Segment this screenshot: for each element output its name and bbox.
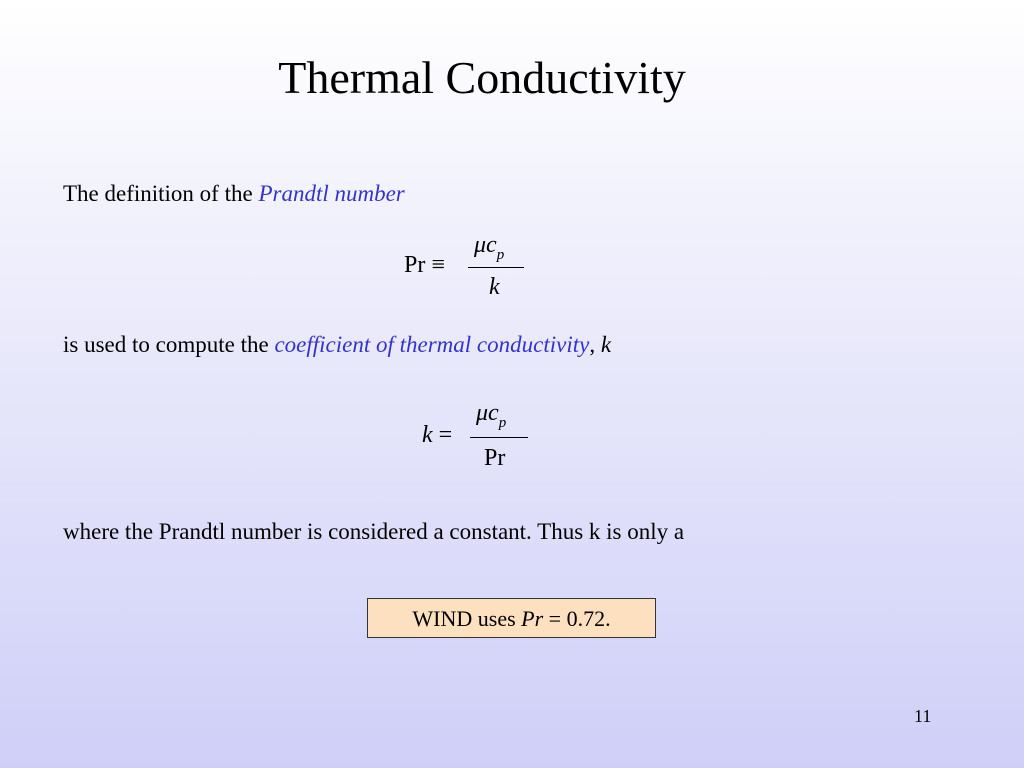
c-symbol: c — [488, 400, 499, 426]
callout-variable: Pr — [521, 606, 544, 631]
prandtl-number-term: Prandtl number — [258, 181, 405, 206]
equals-sign: = — [438, 422, 453, 448]
fraction-denominator: Pr — [484, 445, 506, 471]
fraction — [470, 400, 528, 476]
paragraph-prandtl-definition — [63, 179, 405, 209]
subscript-p: p — [496, 247, 505, 263]
prandtl-equation — [404, 232, 534, 304]
wind-callout-box — [367, 598, 656, 638]
equivalence-sign: ≡ — [431, 252, 445, 278]
paragraph-text: The definition of the — [63, 181, 259, 206]
callout-suffix: = 0.72. — [543, 606, 611, 631]
comma: , — [589, 332, 601, 357]
mu-symbol: μ — [476, 400, 489, 426]
paragraph-text: is used to compute the — [63, 332, 275, 357]
conductivity-term: coefficient of thermal conductivity — [274, 332, 590, 357]
fraction-numerator — [476, 400, 507, 431]
equation-lhs — [422, 422, 452, 449]
pr-symbol: Pr — [404, 252, 426, 278]
page-number: 11 — [914, 706, 932, 726]
k-variable: k — [600, 332, 612, 357]
fraction-bar — [468, 267, 524, 268]
subscript-p: p — [498, 415, 507, 431]
slide-title: Thermal Conductivity — [278, 52, 686, 103]
conductivity-equation — [422, 400, 542, 476]
c-symbol: c — [486, 232, 497, 258]
paragraph-conductivity — [63, 330, 611, 360]
fraction-bar — [470, 437, 528, 438]
fraction — [468, 232, 524, 304]
k-symbol: k — [422, 422, 433, 448]
fraction-denominator: k — [489, 274, 500, 300]
equation-lhs — [404, 252, 445, 279]
callout-prefix: WIND uses — [412, 606, 522, 631]
mu-symbol: μ — [474, 232, 487, 258]
paragraph-constant: where the Prandtl number is considered a constant. Thus k is only a — [63, 519, 685, 544]
fraction-numerator — [474, 232, 505, 263]
